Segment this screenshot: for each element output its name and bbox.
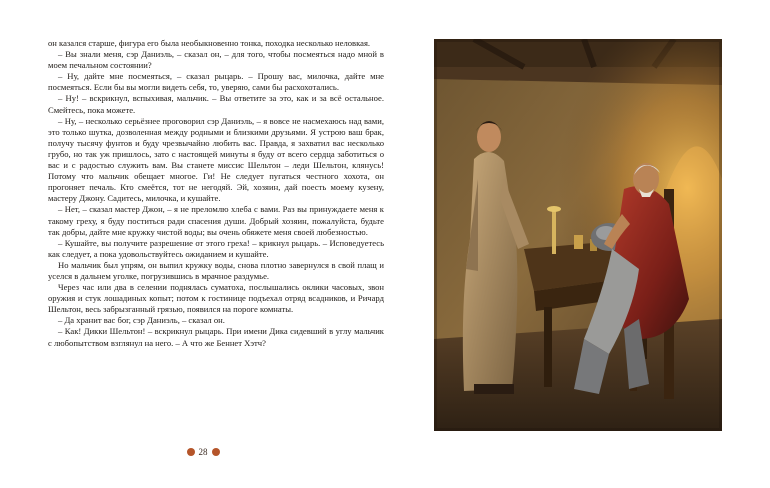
paragraph: он казался старше, фигура его была необыкновенно тонка, походка несколько неловкая.	[48, 38, 371, 48]
paragraph: – Вы знали меня, сэр Даниэль, – сказал он, – для того, чтобы посмеяться надо мной в моем печальном состоянии?	[48, 49, 384, 71]
page-folio	[180, 446, 226, 458]
folio-dot-right	[212, 448, 220, 456]
paragraph: – Ну! – вскрикнул, вспыхивая, мальчик. – Вы ответите за это, как и за всё остальное. Смейтесь, пока можете.	[48, 93, 384, 115]
text-column	[48, 38, 384, 349]
paragraph: – Нет, – сказал мастер Джон, – я не преломлю хлеба с вами. Раз вы принуждаете меня к такому греху, я буду поститься ради спасения души. Добрый хозяин, пожалуйста, будьте так добры, дайте мне кружку чистой воды; вы очень обяжете меня своей любезностью.	[48, 204, 384, 237]
illustration-painting	[434, 39, 722, 431]
paragraph: Но мальчик был упрям, он выпил кружку воды, снова плотно завернулся в свой плащ и уселся в дальнем уголке, погрузившись в мрачное раздумье.	[48, 259, 384, 281]
folio-dot-left	[187, 448, 195, 456]
illustration	[434, 39, 722, 431]
paragraph: – Как! Дикки Шельтон! – вскрикнул рыцарь. При имени Дика сидевший в углу мальчик с любопытством взглянул на него. – А что же Беннет Хэтч?	[48, 326, 384, 348]
paragraph: Через час или два в селении поднялась суматоха, послышались оклики часовых, звон оружия и стук лошадиных копыт; потом к гостинице подъехал отряд всадников, и Ричард Шельтон, весь забрызганный грязью, появился на пороге комнаты.	[48, 282, 384, 315]
paragraph: – Да хранит вас бог, сэр Даниэль, – сказал он.	[58, 315, 225, 326]
paragraph: – Ну, – несколько серьёзнее проговорил сэр Даниэль, – я вовсе не насмехаюсь над вами, это только шутка, дозволенная между родными и близкими друзьями. Я устрою ваш брак, получу тысячу фунтов и буду чрезвычайно любить вас. Правда, я захватил вас несколько грубо, но так уж пришлось, зато с настоящей минуты я буду от всего сердца заботиться о вас и с радостью служить вам. Вы станете миссис Шельтон – леди Шельтон, клянусь! Потому что мальчик обещает многое. Ги! Не следует пугаться честного хохота, он прогоняет печаль. Кто смеётся, тот не негодяй. Эй, хозяин, дай поесть моему кузену, мастеру Джону. Садитесь, милочка, и кушайте.	[48, 115, 384, 204]
paragraph: – Ну, дайте мне посмеяться, – сказал рыцарь. – Прошу вас, милочка, дайте мне посмеяться. Если бы вы могли видеть себя, то, уверяю, сами бы расхохотались.	[48, 71, 384, 93]
paragraph: – Кушайте, вы получите разрешение от этого греха! – крикнул рыцарь. – Исповедуетесь как следует, а пока удовольствуйтесь ожиданием и кушайте.	[48, 237, 384, 259]
page-number: 28	[198, 447, 208, 457]
